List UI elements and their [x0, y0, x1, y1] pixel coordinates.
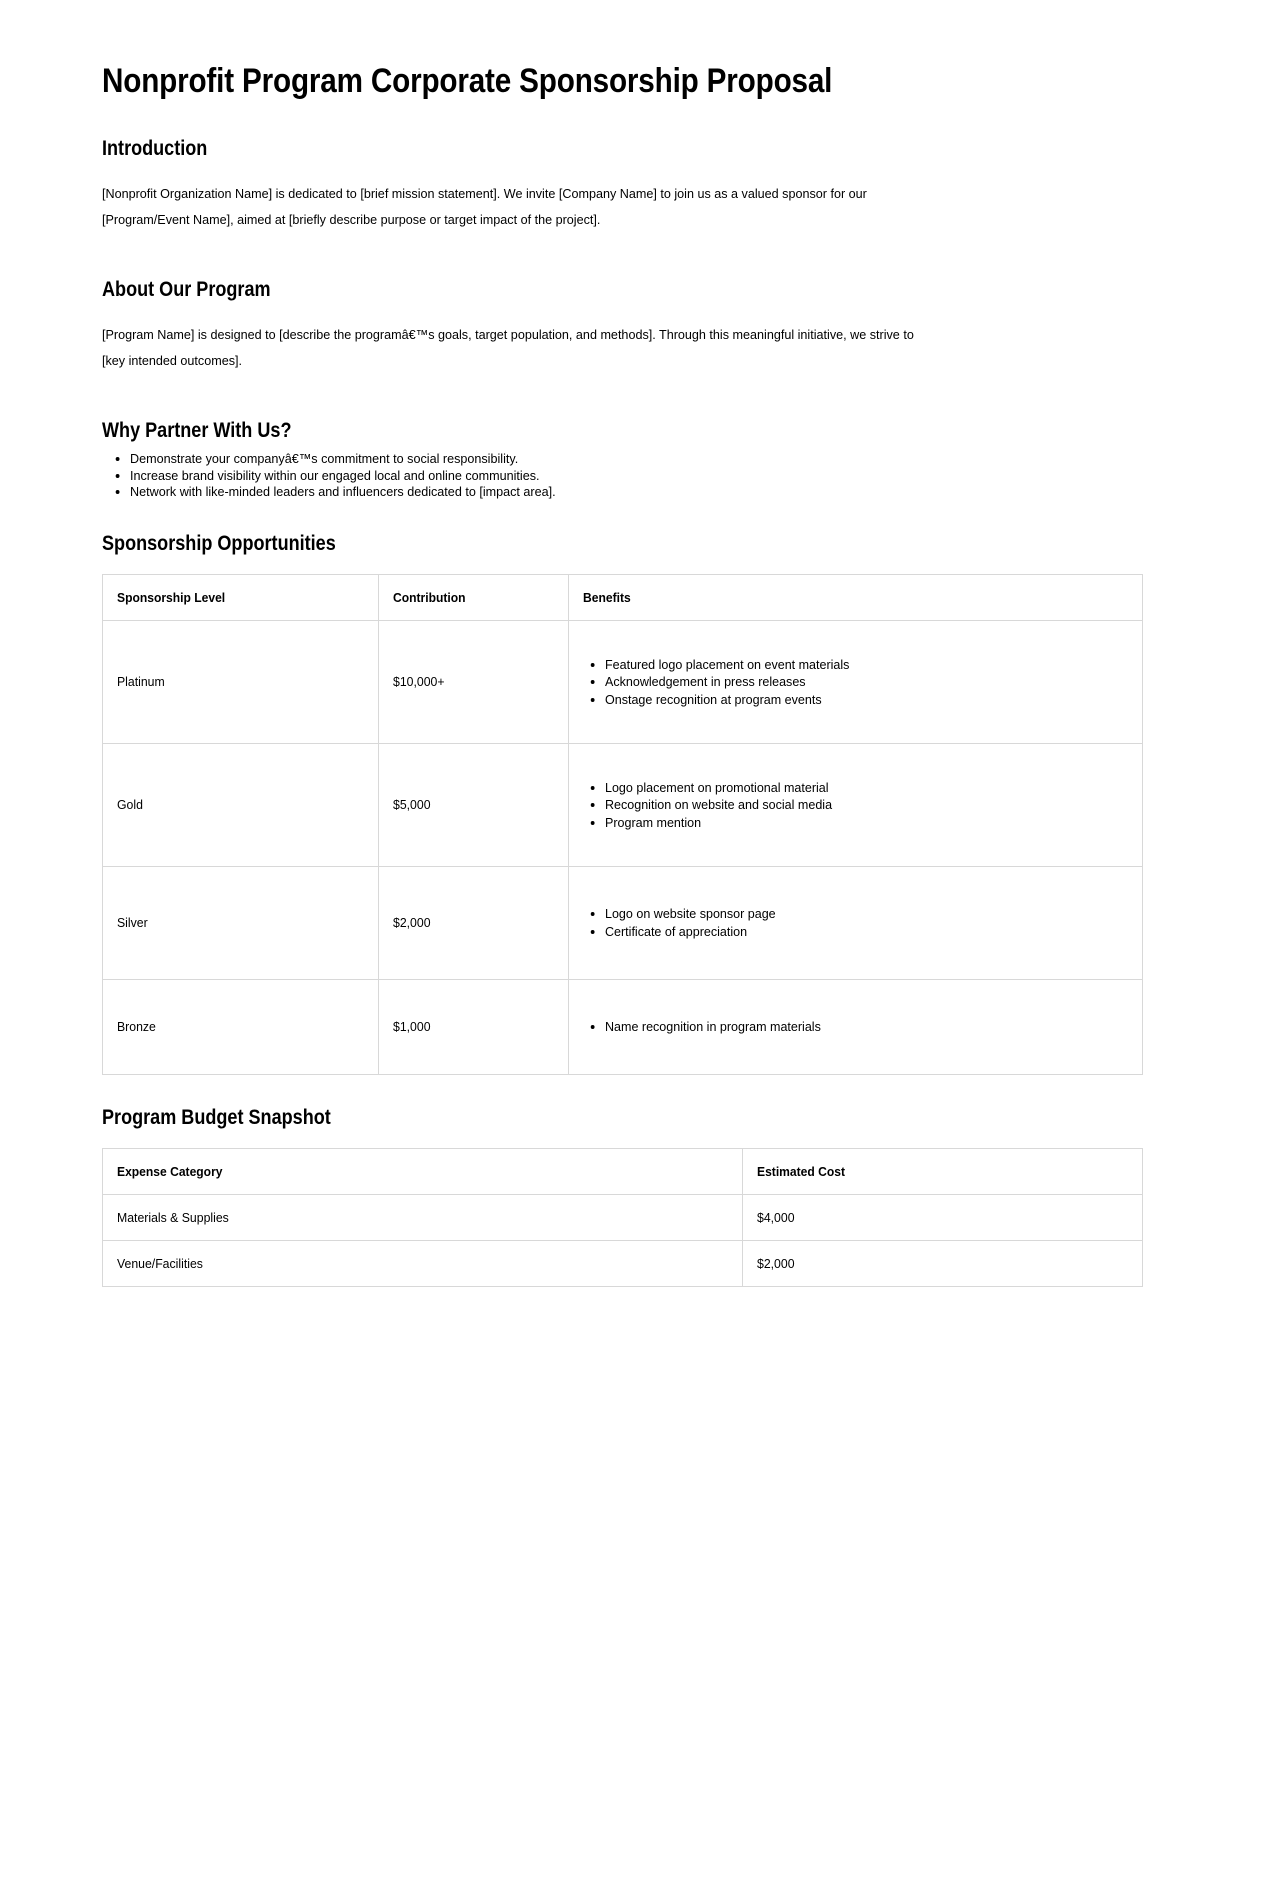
- section-why-partner: [102, 418, 1163, 501]
- cell-sponsorship-level: [103, 866, 379, 979]
- contribution-value: $5,000: [393, 797, 431, 813]
- benefits-list: [583, 779, 1128, 832]
- cell-contribution: [379, 979, 569, 1074]
- list-item: • Logo on website sponsor page: [605, 905, 1102, 923]
- section-heading-introduction: Introduction: [102, 136, 208, 160]
- table-row: [103, 1241, 1143, 1287]
- list-item: • Demonstrate your companyâ€™s commitment to social responsibility.: [130, 451, 1117, 468]
- contribution-value: $2,000: [393, 915, 431, 931]
- sponsorship-level-value: Silver: [117, 915, 148, 931]
- cell-benefits: [569, 743, 1143, 866]
- column-header-estimated-cost: [743, 1149, 1143, 1195]
- cell-expense-category: [103, 1241, 743, 1287]
- table-row: [103, 1195, 1143, 1241]
- table-row: [103, 620, 1143, 743]
- section-about-our-program: [102, 277, 1163, 374]
- section-introduction: [102, 136, 1163, 233]
- sponsorship-table: [102, 574, 1143, 1075]
- list-item: • Name recognition in program materials: [605, 1018, 1102, 1036]
- list-item: • Featured logo placement on event materials: [605, 656, 1102, 674]
- column-header-contribution: [379, 574, 569, 620]
- budget-table: [102, 1148, 1143, 1287]
- cell-sponsorship-level: [103, 979, 379, 1074]
- column-header-label: Sponsorship Level: [117, 589, 226, 605]
- estimated-cost-value: $2,000: [757, 1256, 795, 1272]
- cell-benefits: [569, 979, 1143, 1074]
- section-heading-why-partner: Why Partner With Us?: [102, 419, 292, 443]
- sponsorship-level-value: Gold: [117, 797, 143, 813]
- cell-sponsorship-level: [103, 620, 379, 743]
- budget-table-clip: [102, 1148, 1163, 1287]
- contribution-value: $10,000+: [393, 674, 445, 690]
- section-heading-sponsorship: Sponsorship Opportunities: [102, 531, 336, 555]
- contribution-value: $1,000: [393, 1019, 431, 1035]
- list-item: • Increase brand visibility within our engaged local and online communities.: [130, 468, 1117, 485]
- benefits-list: [583, 1018, 1128, 1036]
- about-paragraph: [Program Name] is designed to [describe the programâ€™s goals, target population, and methods]. Through this meaningful initiative, we strive to [key intended outcomes].: [102, 327, 914, 369]
- column-header-sponsorship-level: [103, 574, 379, 620]
- table-row: [103, 866, 1143, 979]
- sponsorship-level-value: Bronze: [117, 1019, 156, 1035]
- expense-category-value: Venue/Facilities: [117, 1256, 203, 1272]
- cell-estimated-cost: [743, 1195, 1143, 1241]
- cell-contribution: [379, 620, 569, 743]
- list-item: • Acknowledgement in press releases: [605, 673, 1102, 691]
- page-title: Nonprofit Program Corporate Sponsorship Proposal: [102, 62, 833, 100]
- cell-benefits: [569, 866, 1143, 979]
- column-header-label: Expense Category: [117, 1164, 223, 1180]
- column-header-label: Benefits: [583, 589, 631, 605]
- column-header-benefits: [569, 574, 1143, 620]
- column-header-label: Contribution: [393, 589, 466, 605]
- section-sponsorship-opportunities: [102, 531, 1163, 1075]
- section-heading-about: About Our Program: [102, 277, 271, 301]
- cell-benefits: [569, 620, 1143, 743]
- table-row: [103, 743, 1143, 866]
- cell-estimated-cost: [743, 1241, 1143, 1287]
- section-heading-budget: Program Budget Snapshot: [102, 1105, 331, 1129]
- column-header-label: Estimated Cost: [757, 1164, 846, 1180]
- cell-contribution: [379, 866, 569, 979]
- cell-sponsorship-level: [103, 743, 379, 866]
- list-item: • Onstage recognition at program events: [605, 691, 1102, 709]
- cell-contribution: [379, 743, 569, 866]
- list-item: • Certificate of appreciation: [605, 923, 1102, 941]
- table-row: [103, 979, 1143, 1074]
- introduction-paragraph: [Nonprofit Organization Name] is dedicated to [brief mission statement]. We invite [Company Name] to join us as a valued sponsor for our [Program/Event Name], aimed at [briefly describe purpose or target impact of the project].: [102, 185, 867, 227]
- list-item: • Program mention: [605, 814, 1102, 832]
- benefits-list: [583, 905, 1128, 940]
- section-program-budget-snapshot: [102, 1105, 1163, 1287]
- expense-category-value: Materials & Supplies: [117, 1210, 229, 1226]
- list-item: • Recognition on website and social media: [605, 796, 1102, 814]
- table-header-row: [103, 1149, 1143, 1195]
- list-item: • Logo placement on promotional material: [605, 779, 1102, 797]
- cell-expense-category: [103, 1195, 743, 1241]
- column-header-expense-category: [103, 1149, 743, 1195]
- benefits-list: [583, 656, 1128, 709]
- list-item: • Network with like-minded leaders and influencers dedicated to [impact area].: [130, 484, 1117, 501]
- why-partner-list: [102, 451, 1163, 501]
- table-header-row: [103, 574, 1143, 620]
- estimated-cost-value: $4,000: [757, 1210, 795, 1226]
- sponsorship-level-value: Platinum: [117, 674, 165, 690]
